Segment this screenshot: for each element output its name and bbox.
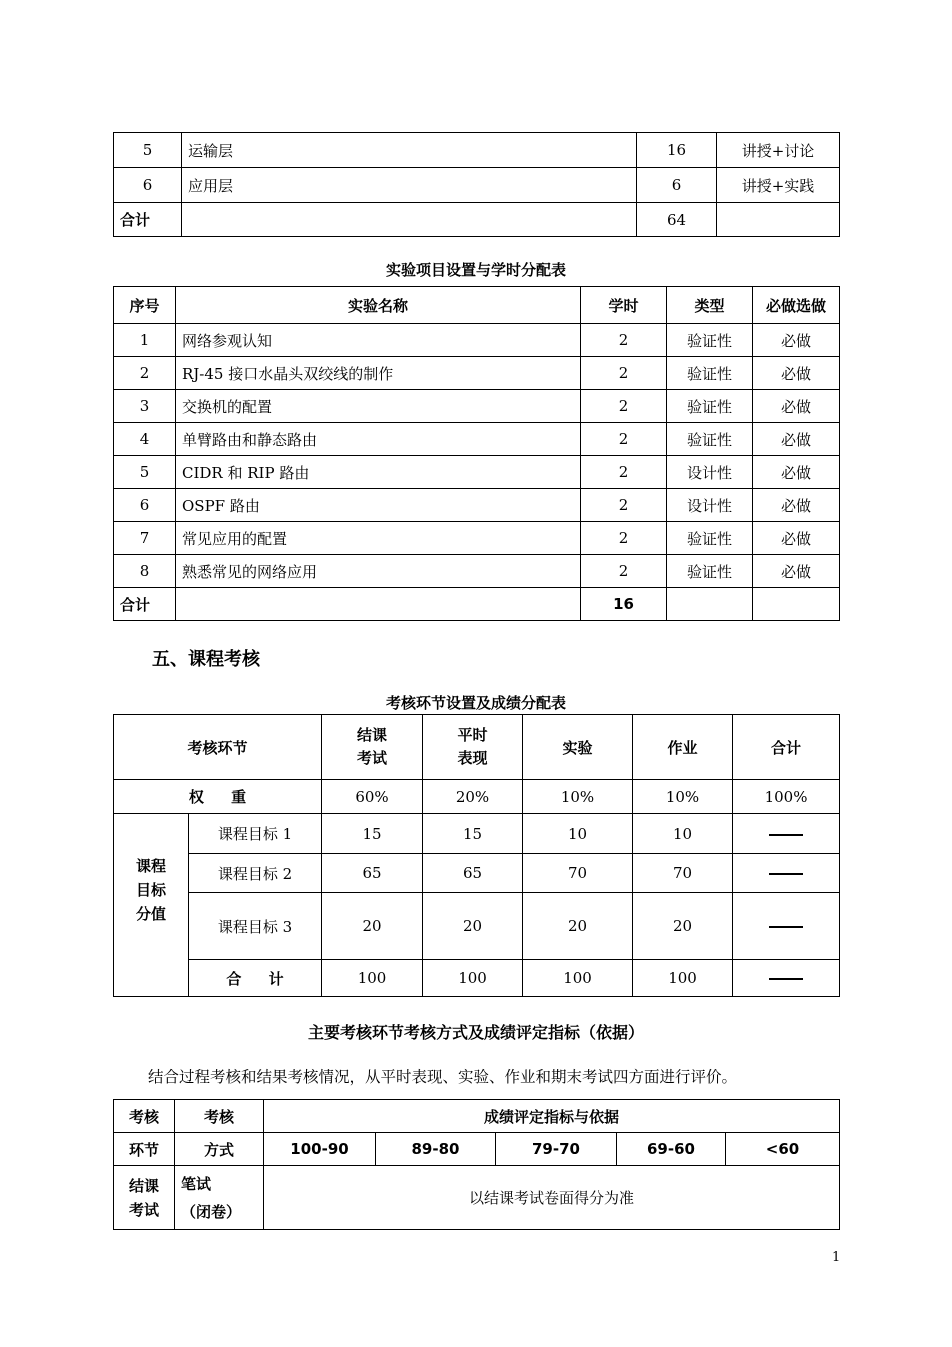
header-criteria: 成绩评定指标与依据	[264, 1100, 840, 1133]
group-label	[114, 814, 189, 997]
band-4: 69-60	[617, 1133, 726, 1166]
row-no: 6	[114, 168, 182, 203]
row-no: 5	[114, 133, 182, 168]
lab-table	[113, 286, 840, 621]
lab-no: 3	[114, 390, 176, 423]
lab-name: CIDR 和 RIP 路由	[176, 456, 581, 489]
sum-row	[114, 960, 840, 997]
goal-label: 课程目标 3	[189, 893, 322, 960]
grade-criteria-table	[113, 1099, 840, 1230]
row-mode	[175, 1166, 264, 1230]
lab-name: RJ-45 接口水晶头双绞线的制作	[176, 357, 581, 390]
header-hours: 学时	[581, 287, 667, 324]
lab-table-title: 实验项目设置与学时分配表	[385, 261, 566, 279]
header-usual-line1: 平时	[457, 726, 488, 744]
lab-hours: 2	[581, 555, 667, 588]
table-row	[114, 854, 840, 893]
goal-lab: 70	[523, 854, 633, 893]
lab-no: 8	[114, 555, 176, 588]
row-name: 运输层	[182, 133, 637, 168]
lab-name: 常见应用的配置	[176, 522, 581, 555]
band-2: 89-80	[376, 1133, 496, 1166]
header-final	[322, 715, 423, 780]
empty-cell	[667, 588, 753, 621]
table-row	[114, 168, 840, 203]
lab-required: 必做	[753, 555, 840, 588]
goal-homework: 20	[633, 893, 733, 960]
lab-type: 验证性	[667, 522, 753, 555]
table-row	[114, 522, 840, 555]
header-link-line1: 考核	[114, 1100, 175, 1133]
weight-total: 100%	[733, 780, 840, 814]
goal-label: 课程目标 2	[189, 854, 322, 893]
table-row	[114, 423, 840, 456]
weight-lab: 10%	[523, 780, 633, 814]
total-label: 合计	[114, 203, 182, 237]
lab-required: 必做	[753, 357, 840, 390]
lab-name: OSPF 路由	[176, 489, 581, 522]
row-link-line2: 考试	[128, 1200, 159, 1219]
table-row	[114, 1166, 840, 1230]
weight-label: 权 重	[114, 780, 322, 814]
goal-lab: 10	[523, 814, 633, 854]
lab-type: 验证性	[667, 390, 753, 423]
row-link	[114, 1166, 175, 1230]
lab-hours: 2	[581, 390, 667, 423]
total-hours: 64	[637, 203, 717, 237]
course-hours-table	[113, 132, 840, 237]
header-final-line2: 考试	[357, 749, 388, 767]
lab-type: 验证性	[667, 324, 753, 357]
lab-name: 网络参观认知	[176, 324, 581, 357]
row-mode-line2: （闭卷）	[181, 1202, 242, 1221]
weight-homework: 10%	[633, 780, 733, 814]
lab-hours: 2	[581, 522, 667, 555]
group-label-line1: 课程	[135, 857, 166, 875]
lab-type: 设计性	[667, 489, 753, 522]
header-total: 合计	[733, 715, 840, 780]
lab-type: 验证性	[667, 423, 753, 456]
empty-cell	[182, 203, 637, 237]
header-name: 实验名称	[176, 287, 581, 324]
goal-homework: 70	[633, 854, 733, 893]
section-heading: 五、课程考核	[152, 649, 260, 670]
header-row	[114, 1100, 840, 1133]
lab-hours: 2	[581, 357, 667, 390]
lab-type: 设计性	[667, 456, 753, 489]
lab-required: 必做	[753, 324, 840, 357]
band-5: <60	[726, 1133, 840, 1166]
lab-type: 验证性	[667, 357, 753, 390]
goal-total-dash	[733, 893, 840, 960]
lab-no: 6	[114, 489, 176, 522]
table-row	[114, 357, 840, 390]
lab-required: 必做	[753, 489, 840, 522]
sum-homework: 100	[633, 960, 733, 997]
group-label-line3: 分值	[135, 905, 166, 923]
sum-usual: 100	[423, 960, 523, 997]
weight-usual: 20%	[423, 780, 523, 814]
sum-lab: 100	[523, 960, 633, 997]
total-row	[114, 588, 840, 621]
lab-name: 单臂路由和静态路由	[176, 423, 581, 456]
header-usual	[423, 715, 523, 780]
table-row	[114, 324, 840, 357]
row-mode-line1: 笔试	[181, 1174, 212, 1193]
row-link-line1: 结课	[128, 1176, 159, 1195]
total-label: 合计	[114, 588, 176, 621]
lab-hours: 2	[581, 423, 667, 456]
assessment-table	[113, 714, 840, 997]
header-required: 必做选做	[753, 287, 840, 324]
header-row	[114, 715, 840, 780]
header-mode-line2: 方式	[175, 1133, 264, 1166]
total-hours: 16	[581, 588, 667, 621]
lab-no: 4	[114, 423, 176, 456]
group-label-line2: 目标	[135, 881, 166, 899]
sum-total-dash	[733, 960, 840, 997]
assess-table-title: 考核环节设置及成绩分配表	[385, 694, 566, 712]
goal-final: 15	[322, 814, 423, 854]
table-row	[114, 555, 840, 588]
lab-no: 2	[114, 357, 176, 390]
lab-no: 1	[114, 324, 176, 357]
lab-type: 验证性	[667, 555, 753, 588]
band-1: 100-90	[264, 1133, 376, 1166]
sum-final: 100	[322, 960, 423, 997]
lab-no: 7	[114, 522, 176, 555]
table-row	[114, 893, 840, 960]
lab-required: 必做	[753, 390, 840, 423]
table-row	[114, 489, 840, 522]
weight-row	[114, 780, 840, 814]
lab-required: 必做	[753, 522, 840, 555]
row-hours: 6	[637, 168, 717, 203]
header-usual-line2: 表现	[457, 749, 488, 767]
criteria-title: 主要考核环节考核方式及成绩评定指标（依据）	[307, 1023, 644, 1042]
goal-usual: 20	[423, 893, 523, 960]
lab-name: 交换机的配置	[176, 390, 581, 423]
lab-required: 必做	[753, 456, 840, 489]
goal-total-dash	[733, 854, 840, 893]
row-method: 讲授+讨论	[717, 133, 840, 168]
weight-final: 60%	[322, 780, 423, 814]
header-type: 类型	[667, 287, 753, 324]
empty-cell	[176, 588, 581, 621]
goal-total-dash	[733, 814, 840, 854]
band-row	[114, 1133, 840, 1166]
goal-usual: 15	[423, 814, 523, 854]
table-row	[114, 133, 840, 168]
row-desc: 以结课考试卷面得分为准	[264, 1166, 840, 1230]
table-row	[114, 456, 840, 489]
row-method: 讲授+实践	[717, 168, 840, 203]
goal-usual: 65	[423, 854, 523, 893]
goal-homework: 10	[633, 814, 733, 854]
sum-label: 合 计	[189, 960, 322, 997]
header-no: 序号	[114, 287, 176, 324]
header-lab: 实验	[523, 715, 633, 780]
lab-hours: 2	[581, 324, 667, 357]
lab-no: 5	[114, 456, 176, 489]
goal-final: 20	[322, 893, 423, 960]
header-link-line2: 环节	[114, 1133, 175, 1166]
lab-name: 熟悉常见的网络应用	[176, 555, 581, 588]
table-row	[114, 814, 840, 854]
criteria-intro: 结合过程考核和结果考核情况，从平时表现、实验、作业和期末考试四方面进行评价。	[148, 1068, 738, 1086]
page-number: 1	[832, 1250, 841, 1265]
total-row	[114, 203, 840, 237]
header-link: 考核环节	[114, 715, 322, 780]
lab-hours: 2	[581, 456, 667, 489]
empty-cell	[717, 203, 840, 237]
row-hours: 16	[637, 133, 717, 168]
header-final-line1: 结课	[357, 726, 388, 744]
table-row	[114, 390, 840, 423]
goal-final: 65	[322, 854, 423, 893]
goal-label: 课程目标 1	[189, 814, 322, 854]
goal-lab: 20	[523, 893, 633, 960]
header-homework: 作业	[633, 715, 733, 780]
row-name: 应用层	[182, 168, 637, 203]
lab-required: 必做	[753, 423, 840, 456]
lab-hours: 2	[581, 489, 667, 522]
header-mode-line1: 考核	[175, 1100, 264, 1133]
band-3: 79-70	[496, 1133, 617, 1166]
empty-cell	[753, 588, 840, 621]
header-row	[114, 287, 840, 324]
